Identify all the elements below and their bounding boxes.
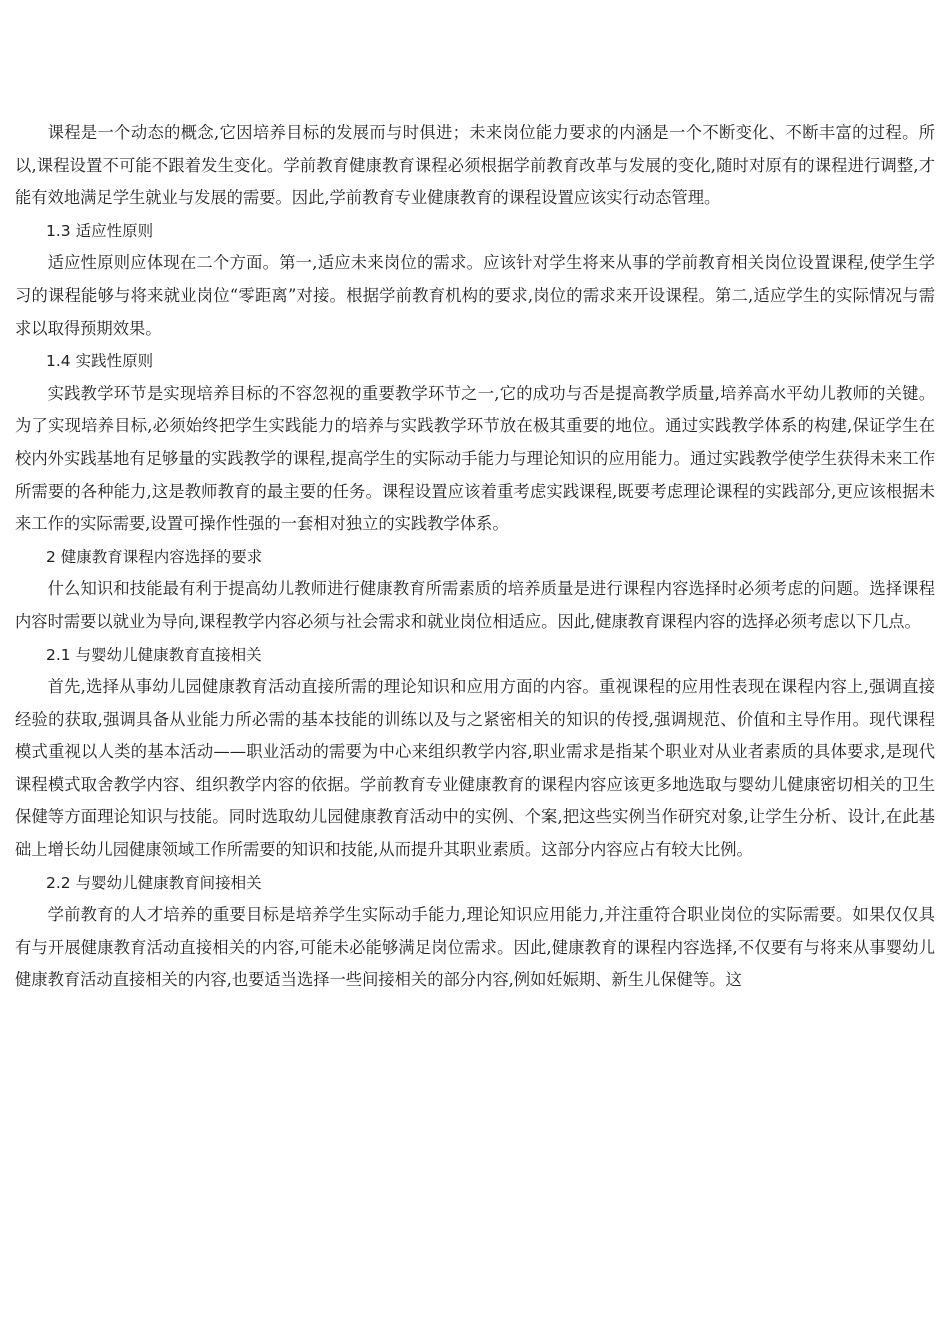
paragraph: 适应性原则应体现在二个方面。第一,适应未来岗位的需求。应该针对学生将来从事的学前教育相关岗位设置课程,使学生学习的课程能够与将来就业岗位“零距离”对接。根据学前教育机构的要求,岗位的需求来开设课程。第二,适应学生的实际情况与需求以取得预期效果。 [15,253,935,338]
paragraph: 学前教育的人才培养的重要目标是培养学生实际动手能力,理论知识应用能力,并注重符合职业岗位的实际需要。如果仅仅具有与开展健康教育活动直接相关的内容,可能未必能够满足岗位需求。因此,健康教育的课程内容选择,不仅要有与将来从事婴幼儿健康教育活动直接相关的内容,也要适当选择一些间接相关的部分内容,例如妊娠期、新生儿保健等。这 [15,905,935,990]
paragraph: 什么知识和技能最有利于提高幼儿教师进行健康教育所需素质的培养质量是进行课程内容选择时必须考虑的问题。选择课程内容时需要以就业为导向,课程教学内容必须与社会需求和就业岗位相适应。因此,健康教育课程内容的选择必须考虑以下几点。 [15,579,935,631]
paragraph: 课程是一个动态的概念,它因培养目标的发展而与时俱进；未来岗位能力要求的内涵是一个不断变化、不断丰富的过程。所以,课程设置不可能不跟着发生变化。学前教育健康教育课程必须根据学前教育改革与发展的变化,随时对原有的课程进行调整,才能有效地满足学生就业与发展的需要。因此,学前教育专业健康教育的课程设置应该实行动态管理。 [15,123,935,208]
paragraph: 首先,选择从事幼儿园健康教育活动直接所需的理论知识和应用方面的内容。重视课程的应用性表现在课程内容上,强调直接经验的获取,强调具备从业能力所必需的基本技能的训练以及与之紧密相关的知识的传授,强调规范、价值和主导作用。现代课程模式重视以人类的基本活动——职业活动的需要为中心来组织教学内容,职业需求是指某个职业对从业者素质的具体要求,是现代课程模式取舍教学内容、组织教学内容的依据。学前教育专业健康教育的课程内容应该更多地选取与婴幼儿健康密切相关的卫生保健等方面理论知识与技能。同时选取幼儿园健康教育活动中的实例、个案,把这些实例当作研究对象,让学生分析、设计,在此基础上增长幼儿园健康领域工作所需要的知识和技能,从而提升其职业素质。这部分内容应占有较大比例。 [15,677,935,860]
section-heading: 1.3 适应性原则 [46,221,154,240]
document-page [15,117,935,997]
paragraph: 实践教学环节是实现培养目标的不容忽视的重要教学环节之一,它的成功与否是提高教学质量,培养高水平幼儿教师的关键。为了实现培养目标,必须始终把学生实践能力的培养与实践教学环节放在极其重要的地位。通过实践教学体系的构建,保证学生在校内外实践基地有足够量的实践教学的课程,提高学生的实际动手能力与理论知识的应用能力。通过实践教学使学生获得未来工作所需要的各种能力,这是教师教育的最主要的任务。课程设置应该着重考虑实践课程,既要考虑理论课程的实践部分,更应该根据未来工作的实际需要,设置可操作性强的一套相对独立的实践教学体系。 [15,383,935,534]
section-heading: 2.1 与婴幼儿健康教育直接相关 [46,645,262,664]
section-heading: 1.4 实践性原则 [46,352,154,371]
section-heading: 2 健康教育课程内容选择的要求 [46,547,263,566]
section-heading: 2.2 与婴幼儿健康教育间接相关 [46,873,262,892]
